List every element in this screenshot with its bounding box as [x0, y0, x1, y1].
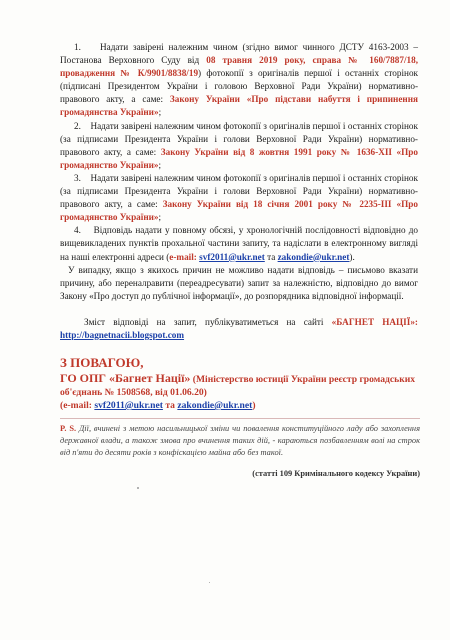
item-terminator: ;	[158, 107, 162, 118]
law-reference: Закону України від 8 жовтня 1991 року № 1636-XII «Про громадянство України»	[60, 146, 418, 170]
publish-paragraph	[60, 316, 418, 342]
law-reference: Закону України від 18 січня 2001 року № 2235-III «Про громадянство України»	[60, 199, 418, 223]
request-item-1	[60, 41, 418, 120]
item-text: Відповідь надати у повному обсязі, у хронологічній послідовності відповідно до вищевикладених пунктів прохальної частини запиту, та надіслати в електронному вигляді на наші електронні адреси (	[60, 225, 418, 262]
signature-block	[60, 355, 420, 412]
email-joiner: та	[264, 251, 278, 262]
ps-text: Дії, вчинені з метою насильницької зміни чи повалення конституційного ладу або захоплення державної влади, а також змова про вчинення таких дій, - караються позбавленням волі на строк від п'яти до десяти років з конфіскацією майна або без такої.	[60, 424, 420, 457]
signature-email-svf[interactable]: svf2011@ukr.net	[94, 400, 163, 411]
scan-speck	[137, 487, 139, 489]
signature-email-zakondie[interactable]: zakondie@ukr.net	[177, 400, 253, 411]
item-number: 3.	[74, 172, 81, 183]
publish-text: Зміст відповіді на запит, публікуватиметься на сайті	[84, 316, 332, 327]
item-terminator: ).	[349, 251, 355, 262]
email-link-svf[interactable]: svf2011@ukr.net	[199, 251, 265, 262]
signature-greeting: З ПОВАГОЮ,	[60, 355, 144, 370]
court-ruling-reference: 08 травня 2019 року, справа № 160/7887/18, провадження № К/9901/8838/19	[60, 55, 419, 79]
item-terminator: ;	[158, 212, 162, 223]
item-text: Надати завірені належним чином фотокопії з оригіналів першої і останніх сторінок (за підписами Президента України і голови Верховної Ради України) нормативно-правового акту, а саме:	[60, 172, 418, 210]
registry-details: (Міністерство юстиції України реєстр громадських об'єднань № 1508568, від 01.06.20)	[60, 374, 416, 398]
email-label: e-mail:	[169, 251, 197, 262]
ps-divider	[60, 418, 420, 419]
site-url-link[interactable]: http://bagnetnacii.blogspot.com	[60, 329, 185, 340]
item-number: 1.	[74, 42, 81, 52]
item-text: Надати завірені належним чином фотокопії з оригіналів першої і останніх сторінок (за підписами Президента України і голови Верховної Ради України) нормативно-правового акту, а саме:	[60, 120, 418, 157]
ps-source: (статті 109 Кримінального кодексу України)	[252, 469, 420, 478]
note-paragraph	[60, 264, 418, 303]
law-reference: Закону України «Про підстави набуття і припинення громадянства України»	[60, 94, 418, 118]
email-link-zakondie[interactable]: zakondie@ukr.net	[277, 251, 350, 262]
item-number: 4.	[74, 225, 81, 236]
request-body	[60, 41, 418, 342]
email-prefix: (e-mail:	[60, 400, 95, 411]
signature-emails	[60, 399, 420, 412]
note-text: У випадку, якщо з якихось причин не можливо надати відповідь – письмово вказати причину, або переналравити (переадресувати) запит за належністю, відповідно до вимог Закону «Про доступ до публічної інформації», до розпорядника відповідної інформації.	[60, 264, 418, 301]
request-item-2	[60, 120, 418, 172]
item-number: 2.	[74, 120, 81, 131]
signature-organization	[60, 371, 420, 399]
ps-block	[60, 423, 420, 459]
item-text: Надати завірені належним чином (згідно вимог чинного ДСТУ 4163-2003 – Постанова Верховного Суду від	[60, 42, 418, 66]
item-terminator: ;	[158, 159, 162, 170]
request-item-3	[60, 172, 418, 224]
request-item-4	[60, 224, 418, 263]
email-joiner: та	[162, 400, 178, 411]
item-text-middle: ) фотокопії з оригіналів першої і останніх сторінок (підписані Президентом України і головою Верховної Ради України) нормативно-правового акту, а саме:	[60, 68, 418, 105]
scan-speck	[209, 582, 210, 583]
email-suffix: )	[252, 400, 256, 411]
site-name: «БАГНЕТ НАЦІЇ»:	[331, 316, 418, 327]
ps-label: P. S.	[60, 424, 77, 433]
organization-name: ГО ОПГ «Багнет Нації»	[60, 371, 191, 385]
